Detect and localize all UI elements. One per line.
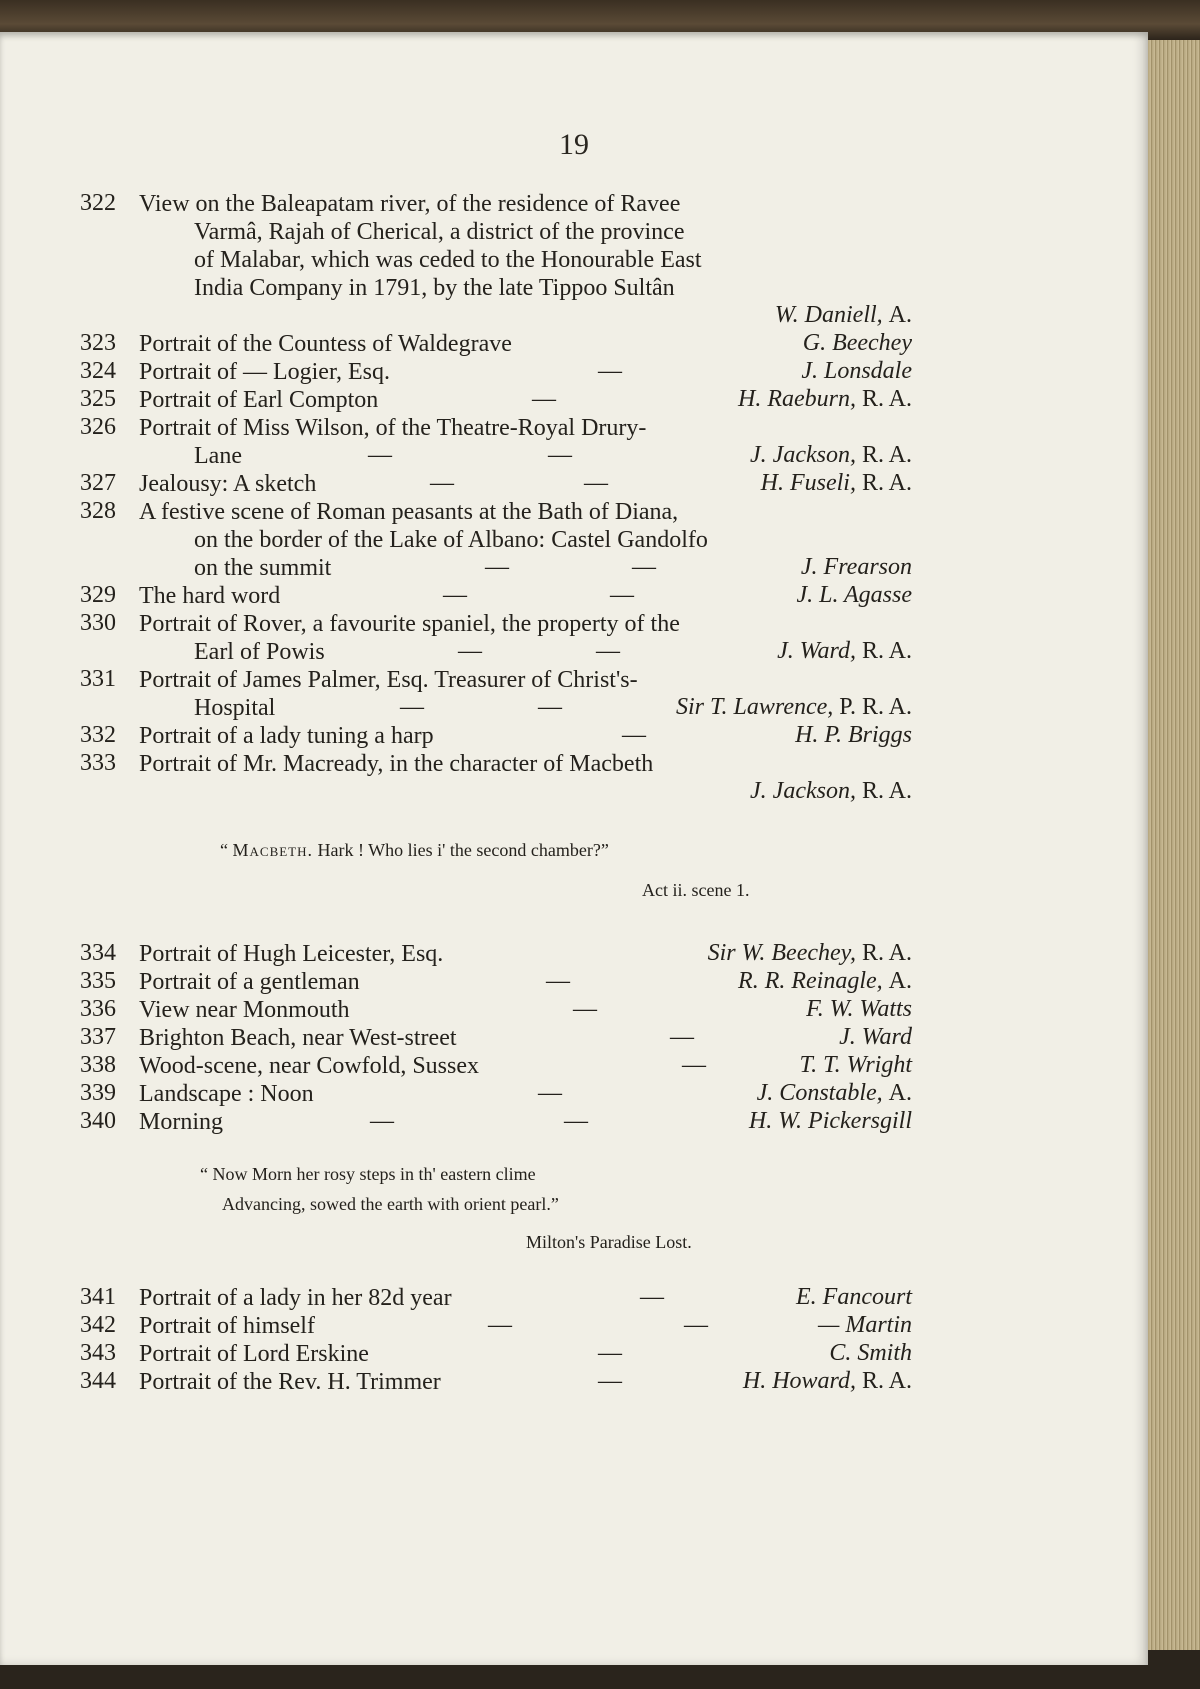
artist-degree: R. A. (861, 470, 912, 496)
entry-number: 336 (80, 996, 116, 1022)
quote-open: “ (220, 840, 228, 860)
entry-title-line: on the summit (194, 555, 332, 581)
leader-dash: — (368, 442, 392, 468)
artist-name: H. Fuseli, (760, 470, 856, 496)
entry-title-line: Lane (194, 443, 242, 469)
page-edges (1148, 40, 1200, 1650)
artist-name: F. W. Watts (806, 996, 912, 1022)
leader-dash: — (596, 638, 620, 664)
artist-name: G. Beechey (802, 330, 912, 356)
leader-dash: — (370, 1108, 394, 1134)
leader-dash: — (632, 554, 656, 580)
artist-name: H. Howard, (742, 1368, 856, 1394)
entry-title-line: Portrait of the Rev. H. Trimmer (139, 1369, 441, 1395)
artist-name: J. Constable, (756, 1080, 883, 1106)
entry-title-line: Portrait of — Logier, Esq. (139, 359, 390, 385)
artist-name: H. Raeburn, (738, 386, 856, 412)
artist-name: J. Lonsdale (801, 358, 912, 384)
artist-name: H. W. Pickersgill (748, 1108, 912, 1134)
artist-name: J. Jackson, (750, 442, 856, 468)
entry-number: 338 (80, 1052, 116, 1078)
entry-title-line: Morning (139, 1109, 223, 1135)
entry-artist (738, 968, 912, 995)
entry-title-line: Portrait of Miss Wilson, of the Theatre-Royal Drury- (139, 415, 647, 441)
quote-line: Advancing, sowed the earth with orient pearl.” (222, 1194, 559, 1214)
leader-dash: — (684, 1312, 708, 1338)
artist-name: J. Frearson (800, 554, 912, 580)
entry-number: 342 (80, 1312, 116, 1338)
entry-artist (750, 442, 912, 469)
entry-number: 344 (80, 1368, 116, 1394)
leader-dash: — (564, 1108, 588, 1134)
artist-degree: A. (888, 302, 912, 328)
entry-title-line: Portrait of Mr. Macready, in the character of Macbeth (139, 751, 654, 777)
leader-dash: — (598, 1340, 622, 1366)
entry-number: 341 (80, 1284, 116, 1310)
entry-title-line: Portrait of a gentleman (139, 969, 360, 995)
entry-artist (803, 330, 912, 357)
entry-artist (708, 940, 912, 967)
entry-artist (818, 1312, 912, 1339)
artist-degree: R. A. (861, 386, 912, 412)
leader-dash: — (538, 694, 562, 720)
leader-dash: — (584, 470, 608, 496)
entry-artist (796, 1284, 912, 1311)
leader-dash: — (670, 1024, 694, 1050)
entry-number: 329 (80, 582, 116, 608)
artist-name: R. R. Reinagle, (738, 968, 883, 994)
quote-line: “ Now Morn her rosy steps in th' eastern clime (200, 1164, 536, 1184)
artist-name: J. Ward (839, 1024, 912, 1050)
leader-dash: — (610, 582, 634, 608)
artist-degree: A. (888, 968, 912, 994)
quote-line (220, 840, 609, 861)
entry-artist (743, 1368, 912, 1395)
leader-dash: — (622, 722, 646, 748)
artist-name: — Martin (817, 1312, 912, 1338)
entry-number: 327 (80, 470, 116, 496)
entry-title-line: The hard word (139, 583, 281, 609)
entry-number: 335 (80, 968, 116, 994)
leader-dash: — (546, 968, 570, 994)
entry-artist (801, 554, 912, 581)
leader-dash: — (430, 470, 454, 496)
entry-artist (796, 582, 912, 609)
entry-title-line: Brighton Beach, near West-street (139, 1025, 457, 1051)
entry-artist (777, 638, 912, 665)
page-number: 19 (559, 128, 589, 161)
entry-artist (800, 1052, 912, 1079)
entry-number: 323 (80, 330, 116, 356)
leader-dash: — (485, 554, 509, 580)
leader-dash: — (538, 1080, 562, 1106)
entry-title-line: Portrait of Rover, a favourite spaniel, the property of the (139, 611, 680, 637)
artist-degree: R. A. (861, 442, 912, 468)
entry-title-line: View on the Baleapatam river, of the residence of Ravee (139, 191, 681, 217)
artist-name: W. Daniell, (774, 302, 883, 328)
entry-number: 322 (80, 190, 116, 216)
artist-degree: P. R. A. (839, 694, 912, 720)
entry-artist (738, 386, 912, 413)
entry-artist (749, 1108, 912, 1135)
artist-name: Sir W. Beechey, (707, 940, 856, 966)
entry-number: 324 (80, 358, 116, 384)
entry-number: 332 (80, 722, 116, 748)
entry-title-line: Portrait of Hugh Leicester, Esq. (139, 941, 444, 967)
entry-artist (761, 470, 912, 497)
entry-title-line: Wood-scene, near Cowfold, Sussex (139, 1053, 479, 1079)
entry-artist (795, 722, 912, 749)
quote-speaker: Macbeth. (232, 840, 314, 860)
entry-title-line: Hospital (194, 695, 276, 721)
entry-title-line: Portrait of a lady tuning a harp (139, 723, 434, 749)
quote-citation: Act ii. scene 1. (642, 880, 750, 900)
entry-title-line: of Malabar, which was ceded to the Honourable East (194, 247, 702, 273)
artist-name: T. T. Wright (799, 1052, 912, 1078)
artist-name: C. Smith (829, 1340, 912, 1366)
artist-name: H. P. Briggs (795, 722, 912, 748)
leader-dash: — (598, 358, 622, 384)
leader-dash: — (598, 1368, 622, 1394)
entry-artist (750, 778, 912, 805)
entry-number: 333 (80, 750, 116, 776)
entry-title-line: View near Monmouth (139, 997, 350, 1023)
leader-dash: — (532, 386, 556, 412)
leader-dash: — (682, 1052, 706, 1078)
artist-name: J. L. Agasse (796, 582, 912, 608)
artist-name: E. Fancourt (796, 1284, 912, 1310)
entry-artist (676, 694, 912, 721)
entry-number: 343 (80, 1340, 116, 1366)
entry-title-line: Varmâ, Rajah of Cherical, a district of the province (194, 219, 685, 245)
entry-number: 331 (80, 666, 116, 692)
entry-title-line: Portrait of a lady in her 82d year (139, 1285, 452, 1311)
entry-number: 330 (80, 610, 116, 636)
entry-title-line: on the border of the Lake of Albano: Castel Gandolfo (194, 527, 708, 553)
artist-degree: R. A. (861, 778, 912, 804)
entry-title-line: Landscape : Noon (139, 1081, 314, 1107)
entry-title-line: A festive scene of Roman peasants at the Bath of Diana, (139, 499, 679, 525)
entry-number: 325 (80, 386, 116, 412)
entry-title-line: Earl of Powis (194, 639, 325, 665)
entry-title-line: India Company in 1791, by the late Tippoo Sultân (194, 275, 675, 301)
entry-number: 337 (80, 1024, 116, 1050)
leader-dash: — (640, 1284, 664, 1310)
entry-title-line: Portrait of James Palmer, Esq. Treasurer of Christ's- (139, 667, 638, 693)
leader-dash: — (443, 582, 467, 608)
artist-name: J. Jackson, (750, 778, 856, 804)
entry-title-line: Portrait of himself (139, 1313, 315, 1339)
entry-artist (801, 358, 912, 385)
artist-degree: R. A. (861, 940, 912, 966)
leader-dash: — (488, 1312, 512, 1338)
entry-artist (829, 1340, 912, 1367)
leader-dash: — (573, 996, 597, 1022)
entry-title-line: Portrait of Earl Compton (139, 387, 379, 413)
entry-number: 334 (80, 940, 116, 966)
entry-artist (775, 302, 912, 329)
entry-title-line: Portrait of the Countess of Waldegrave (139, 331, 512, 357)
entry-artist (757, 1080, 912, 1107)
artist-name: J. Ward, (777, 638, 856, 664)
entry-number: 340 (80, 1108, 116, 1134)
entry-number: 339 (80, 1080, 116, 1106)
quote-text: Hark ! Who lies i' the second chamber?” (317, 840, 609, 860)
leader-dash: — (400, 694, 424, 720)
entry-number: 328 (80, 498, 116, 524)
entry-artist (839, 1024, 912, 1051)
artist-degree: R. A. (861, 638, 912, 664)
entry-artist (806, 996, 912, 1023)
leader-dash: — (458, 638, 482, 664)
artist-name: Sir T. Lawrence, (675, 694, 834, 720)
artist-degree: R. A. (861, 1368, 912, 1394)
quote-citation: Milton's Paradise Lost. (526, 1232, 692, 1252)
artist-degree: A. (888, 1080, 912, 1106)
entry-title-line: Portrait of Lord Erskine (139, 1341, 369, 1367)
leader-dash: — (548, 442, 572, 468)
entry-number: 326 (80, 414, 116, 440)
entry-title-line: Jealousy: A sketch (139, 471, 317, 497)
